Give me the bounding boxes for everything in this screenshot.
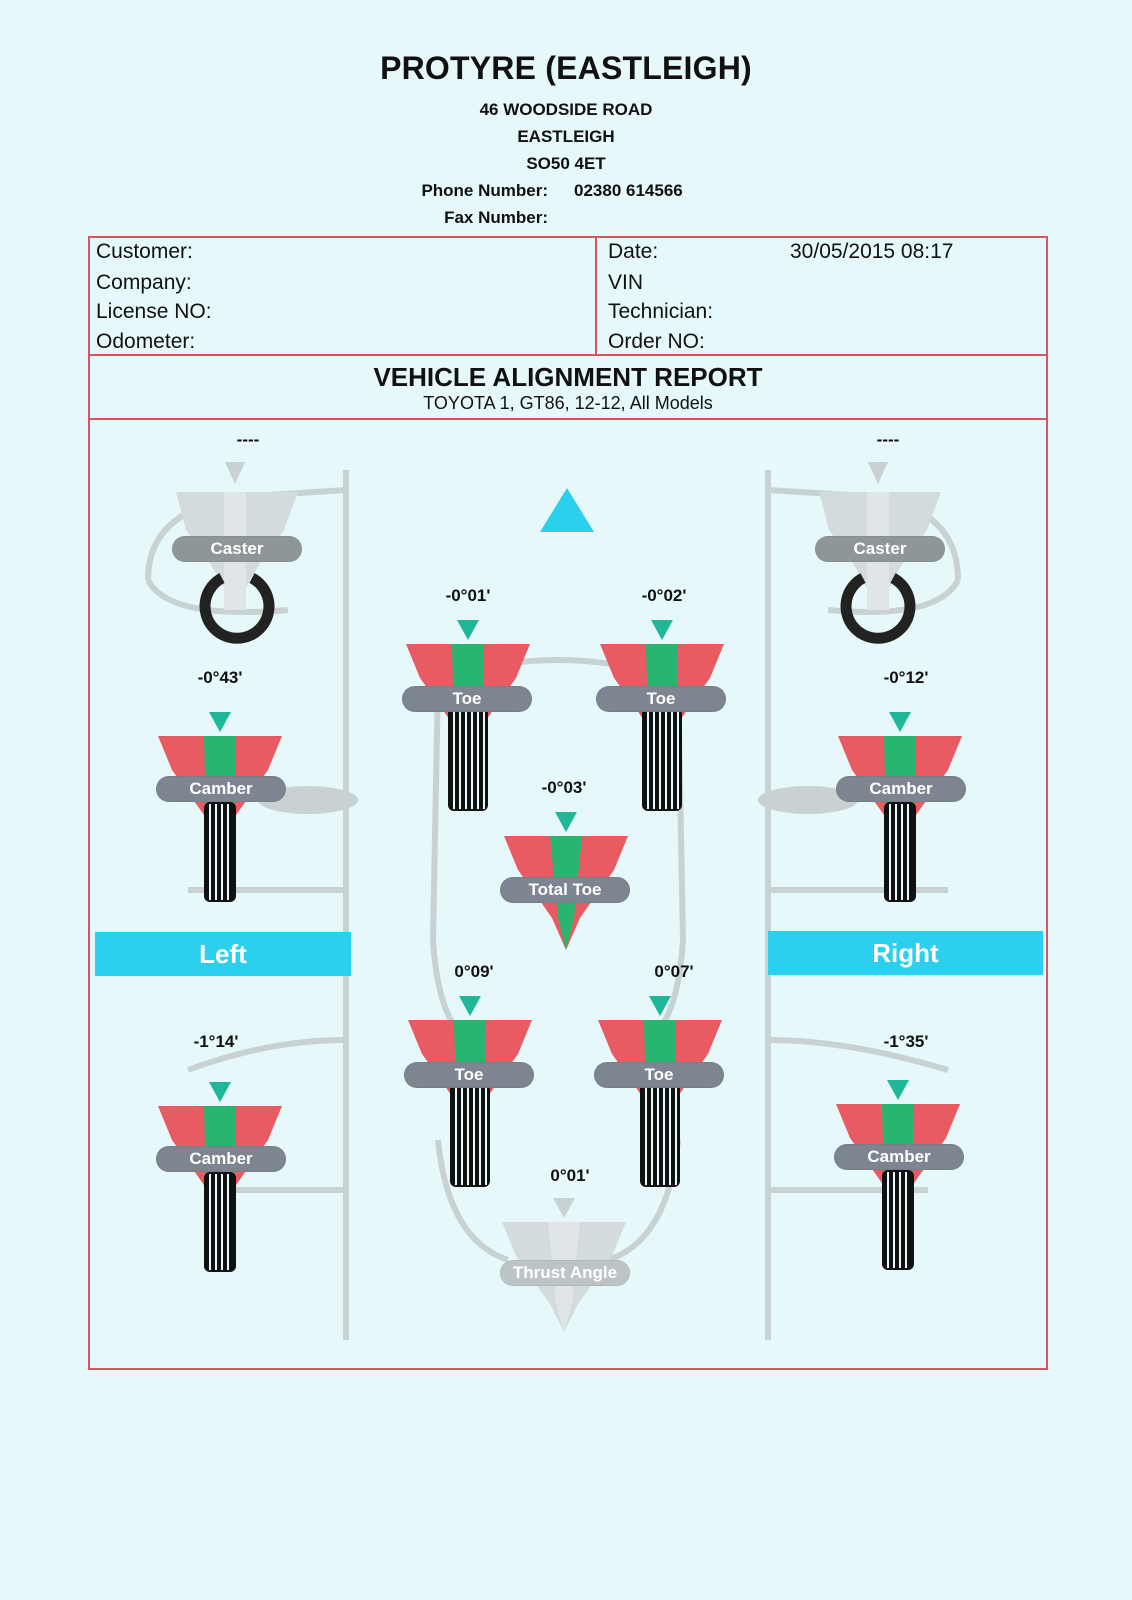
license-label: License NO: bbox=[96, 300, 212, 323]
rear-left-toe-gauge bbox=[406, 994, 536, 1189]
phone-value: 02380 614566 bbox=[574, 181, 683, 200]
rear-right-camber-gauge bbox=[834, 1078, 964, 1273]
rear-right-toe-gauge bbox=[596, 994, 726, 1189]
front-right-caster-label: Caster bbox=[815, 536, 945, 562]
front-right-caster-value: ---- bbox=[876, 430, 900, 449]
shop-title: PROTYRE (EASTLEIGH) bbox=[380, 50, 752, 86]
vin-label: VIN bbox=[608, 271, 644, 294]
report-title: VEHICLE ALIGNMENT REPORT bbox=[373, 362, 763, 392]
right-side-band: Right bbox=[768, 931, 1043, 975]
technician-label: Technician: bbox=[608, 300, 714, 323]
company-label: Company: bbox=[96, 271, 192, 294]
date-value: 30/05/2015 08:17 bbox=[790, 240, 954, 263]
front-left-toe-value: -0°01' bbox=[445, 586, 491, 605]
customer-label: Customer: bbox=[96, 240, 193, 263]
address-line-1: 46 WOODSIDE ROAD bbox=[479, 100, 653, 119]
front-right-camber-gauge bbox=[836, 710, 966, 905]
vehicle-description: TOYOTA 1, GT86, 12-12, All Models bbox=[423, 393, 713, 413]
forward-arrow-icon bbox=[540, 488, 594, 532]
front-total-toe-value: -0°03' bbox=[541, 778, 587, 797]
rear-left-toe-label: Toe bbox=[404, 1062, 534, 1088]
rear-right-camber-label: Camber bbox=[834, 1144, 964, 1170]
rear-left-camber-gauge bbox=[156, 1080, 286, 1275]
front-right-toe-value: -0°02' bbox=[641, 586, 687, 605]
front-right-camber-value: -0°12' bbox=[883, 668, 929, 687]
front-total-toe-label: Total Toe bbox=[500, 877, 630, 903]
front-left-caster-label: Caster bbox=[172, 536, 302, 562]
thrust-angle-value: 0°01' bbox=[550, 1166, 590, 1185]
thrust-angle-label: Thrust Angle bbox=[500, 1260, 630, 1286]
address-line-3: SO50 4ET bbox=[526, 154, 606, 173]
fax-label: Fax Number: bbox=[444, 208, 548, 227]
rear-right-camber-value: -1°35' bbox=[883, 1032, 929, 1051]
rear-left-toe-value: 0°09' bbox=[454, 962, 494, 981]
info-divider bbox=[595, 236, 597, 356]
front-right-camber-label: Camber bbox=[836, 776, 966, 802]
rear-left-camber-value: -1°14' bbox=[193, 1032, 239, 1051]
front-left-toe-label: Toe bbox=[402, 686, 532, 712]
front-left-camber-value: -0°43' bbox=[197, 668, 243, 687]
left-side-band: Left bbox=[95, 932, 351, 976]
front-left-camber-gauge bbox=[156, 710, 286, 905]
front-left-caster-value: ---- bbox=[236, 430, 260, 449]
rear-right-toe-label: Toe bbox=[594, 1062, 724, 1088]
rear-left-camber-label: Camber bbox=[156, 1146, 286, 1172]
front-left-camber-label: Camber bbox=[156, 776, 286, 802]
odometer-label: Odometer: bbox=[96, 330, 196, 353]
order-label: Order NO: bbox=[608, 330, 705, 353]
address-line-2: EASTLEIGH bbox=[517, 127, 615, 146]
front-right-toe-label: Toe bbox=[596, 686, 726, 712]
date-label: Date: bbox=[608, 240, 659, 263]
rear-right-toe-value: 0°07' bbox=[654, 962, 694, 981]
phone-label: Phone Number: bbox=[421, 181, 548, 200]
